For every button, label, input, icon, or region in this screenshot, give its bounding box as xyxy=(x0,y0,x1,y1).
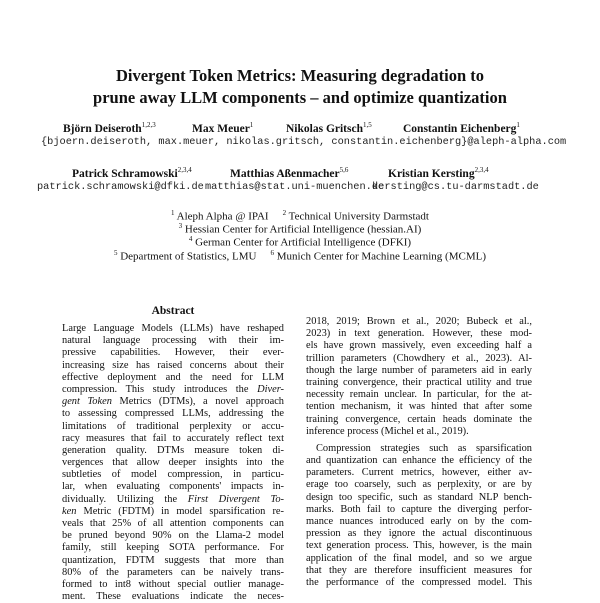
text: pression as they ignore the actual discontinuous xyxy=(306,528,532,540)
text: ment. These evaluations indicate the neces- xyxy=(62,591,284,603)
text: els have grown massively, even exceeding half a xyxy=(306,340,532,352)
text: generation quality. DTMs measure token di- xyxy=(62,444,284,456)
text-line xyxy=(62,396,284,408)
text-line xyxy=(306,328,532,340)
text-line xyxy=(306,414,532,426)
text-line xyxy=(306,365,532,377)
abstract-heading: Abstract xyxy=(151,305,195,317)
text: lar, when evaluating components' impacts in- xyxy=(62,481,284,493)
text-line xyxy=(62,494,284,506)
text-line xyxy=(306,479,532,491)
text: pressive capabilities. However, their ever- xyxy=(62,347,284,359)
affiliation-line: $^5$ Department of Statistics, LMU $^6$ Munich Center for Machine Learning (MCML) xyxy=(113,249,486,263)
text-line xyxy=(306,353,532,365)
text-line xyxy=(62,481,284,493)
text: limitations of traditional perplexity or accu- xyxy=(62,420,284,432)
text: tention mechanism, it was hinted that after some xyxy=(306,401,532,413)
author-email: patrick.schramowski@dfki.de xyxy=(37,181,204,193)
text: necessity remain unclear. In particular, for the at- xyxy=(306,389,532,401)
text: family, still keeping SOTA performance. For xyxy=(62,542,284,554)
text: be pruned beyond 90% on the Llama-2 model xyxy=(62,530,284,542)
text: Large Language Models (LLMs) have reshaped xyxy=(62,323,284,334)
text-line xyxy=(62,530,284,542)
text-line xyxy=(306,443,532,455)
text: the performance of the compressed model. This xyxy=(306,576,532,588)
text-line xyxy=(62,567,284,579)
introduction-body xyxy=(306,316,532,589)
text: Metrics (DTMs), a novel approach xyxy=(111,396,284,408)
author-email: kersting@cs.tu-darmstadt.de xyxy=(372,181,539,193)
text-line xyxy=(62,360,284,372)
author: Matthias Aßenmacher$^{5,6}$ xyxy=(230,166,349,180)
affiliation-line: $^4$ German Center for Artificial Intelligence (DFKI) xyxy=(188,235,412,249)
author-email: matthias@stat.uni-muenchen.de xyxy=(205,181,385,193)
text-line xyxy=(306,528,532,540)
text: quantization, FDTM suggests that more than xyxy=(62,554,284,566)
text-line xyxy=(62,591,284,603)
text: parameters. Current metrics, however, either av- xyxy=(306,467,532,479)
text-line xyxy=(62,457,284,469)
affiliation-line: $^3$ Hessian Center for Artificial Intelligence (hessian.AI) xyxy=(178,222,422,236)
text-line xyxy=(306,426,532,438)
affiliation-line: $^1$ Aleph Alpha @ IPAI $^2$ Technical University Darmstadt xyxy=(171,209,429,223)
text: increasing size has raised concerns about their xyxy=(62,359,284,371)
text-line xyxy=(62,506,284,518)
text: 80% of the parameters can be naively trans- xyxy=(62,566,284,578)
text: text generation process. This, however, is the main xyxy=(306,540,532,552)
text: Metric (FDTM) in model sparsification re- xyxy=(76,505,284,517)
text-line xyxy=(62,445,284,457)
author: Patrick Schramowski$^{2,3,4}$ xyxy=(72,166,192,180)
text-line xyxy=(62,433,284,445)
text: erage too coarsely, such as perplexity, or are by xyxy=(306,479,532,491)
text-line xyxy=(62,469,284,481)
text: dividually. Utilizing the xyxy=(62,493,188,505)
author: Max Meuer$^1$ xyxy=(192,121,254,135)
text-line xyxy=(306,401,532,413)
text: Compression strategies such as sparsification xyxy=(316,442,532,454)
text-line xyxy=(62,384,284,396)
text-line xyxy=(306,565,532,577)
text-line xyxy=(306,492,532,504)
author: Constantin Eichenberg$^1$ xyxy=(403,121,520,135)
text-line xyxy=(62,347,284,359)
text-line xyxy=(62,408,284,420)
text: inference process (Michel et al., 2019). xyxy=(306,425,469,437)
text: natural language processing with their im- xyxy=(62,335,284,347)
text-line xyxy=(62,372,284,384)
text: racy measures that fail to accurately reflect text xyxy=(62,432,284,444)
paper-title-line-2: prune away LLM components – and optimize quantization xyxy=(93,88,507,107)
text-line xyxy=(62,323,284,335)
text: training convergence, certain heads dominate the xyxy=(306,413,532,425)
text: trillion parameters (Chowdhery et al., 2023). Al- xyxy=(306,352,532,364)
text: design too specific, such as standard NLP bench- xyxy=(306,491,532,503)
author: Nikolas Gritsch$^{1,5}$ xyxy=(286,121,372,135)
author: Björn Deiseroth$^{1,2,3}$ xyxy=(63,121,156,135)
text-line xyxy=(62,421,284,433)
italic-text: gent Token xyxy=(62,396,112,408)
text-line xyxy=(62,555,284,567)
text: that they are therefore insufficient measures for xyxy=(306,564,532,576)
text: 2023) in text generation. However, these mod- xyxy=(306,328,532,340)
text-line xyxy=(306,577,532,589)
text: marks. Both fail to capture the diverging perfor- xyxy=(306,503,532,515)
italic-text: ken xyxy=(62,505,77,517)
text: 2018, 2019; Brown et al., 2020; Bubeck et al., xyxy=(306,316,532,327)
text: to assessing compressed LLMs, addressing the xyxy=(62,408,284,420)
text: application of the final model, and so we argue xyxy=(306,552,532,564)
text-line xyxy=(306,455,532,467)
text-line xyxy=(62,542,284,554)
text-line xyxy=(306,340,532,352)
text-line xyxy=(62,579,284,591)
text: compression. This study introduces the xyxy=(62,383,258,395)
text-line xyxy=(62,518,284,530)
text: veals that 25% of all attention components can xyxy=(62,518,284,529)
author: Kristian Kersting$^{2,3,4}$ xyxy=(388,166,489,180)
italic-text: Diver- xyxy=(257,383,284,395)
text: and quantization can enhance the efficiency of the xyxy=(306,455,532,467)
text: vergences that allow deeper insights into the xyxy=(62,457,284,469)
paper-title-line-1: Divergent Token Metrics: Measuring degradation to xyxy=(115,66,484,85)
text: mance nuances introduced early on by the com- xyxy=(306,516,532,527)
text-line xyxy=(306,540,532,552)
abstract-body xyxy=(62,323,284,603)
italic-text: First Divergent To- xyxy=(187,493,284,505)
text: subtleties of model compression, in particu- xyxy=(62,469,284,481)
text-line xyxy=(306,467,532,479)
text: training convergence, their practical utility and true xyxy=(306,376,532,388)
text-line xyxy=(62,335,284,347)
author-emails: {bjoern.deiseroth, max.meuer, nikolas.gritsch, constantin.eichenberg}@aleph-alpha.com xyxy=(41,136,567,148)
text-line xyxy=(306,516,532,528)
text-line xyxy=(306,377,532,389)
text: formed to int8 without special outlier manage- xyxy=(62,578,284,590)
text: though the large number of parameters aid in early xyxy=(306,364,532,376)
text-line xyxy=(306,316,532,328)
text-line xyxy=(306,504,532,516)
text-line xyxy=(306,389,532,401)
text: effective deployment and the need for LLM xyxy=(62,371,284,383)
text-line xyxy=(306,553,532,565)
